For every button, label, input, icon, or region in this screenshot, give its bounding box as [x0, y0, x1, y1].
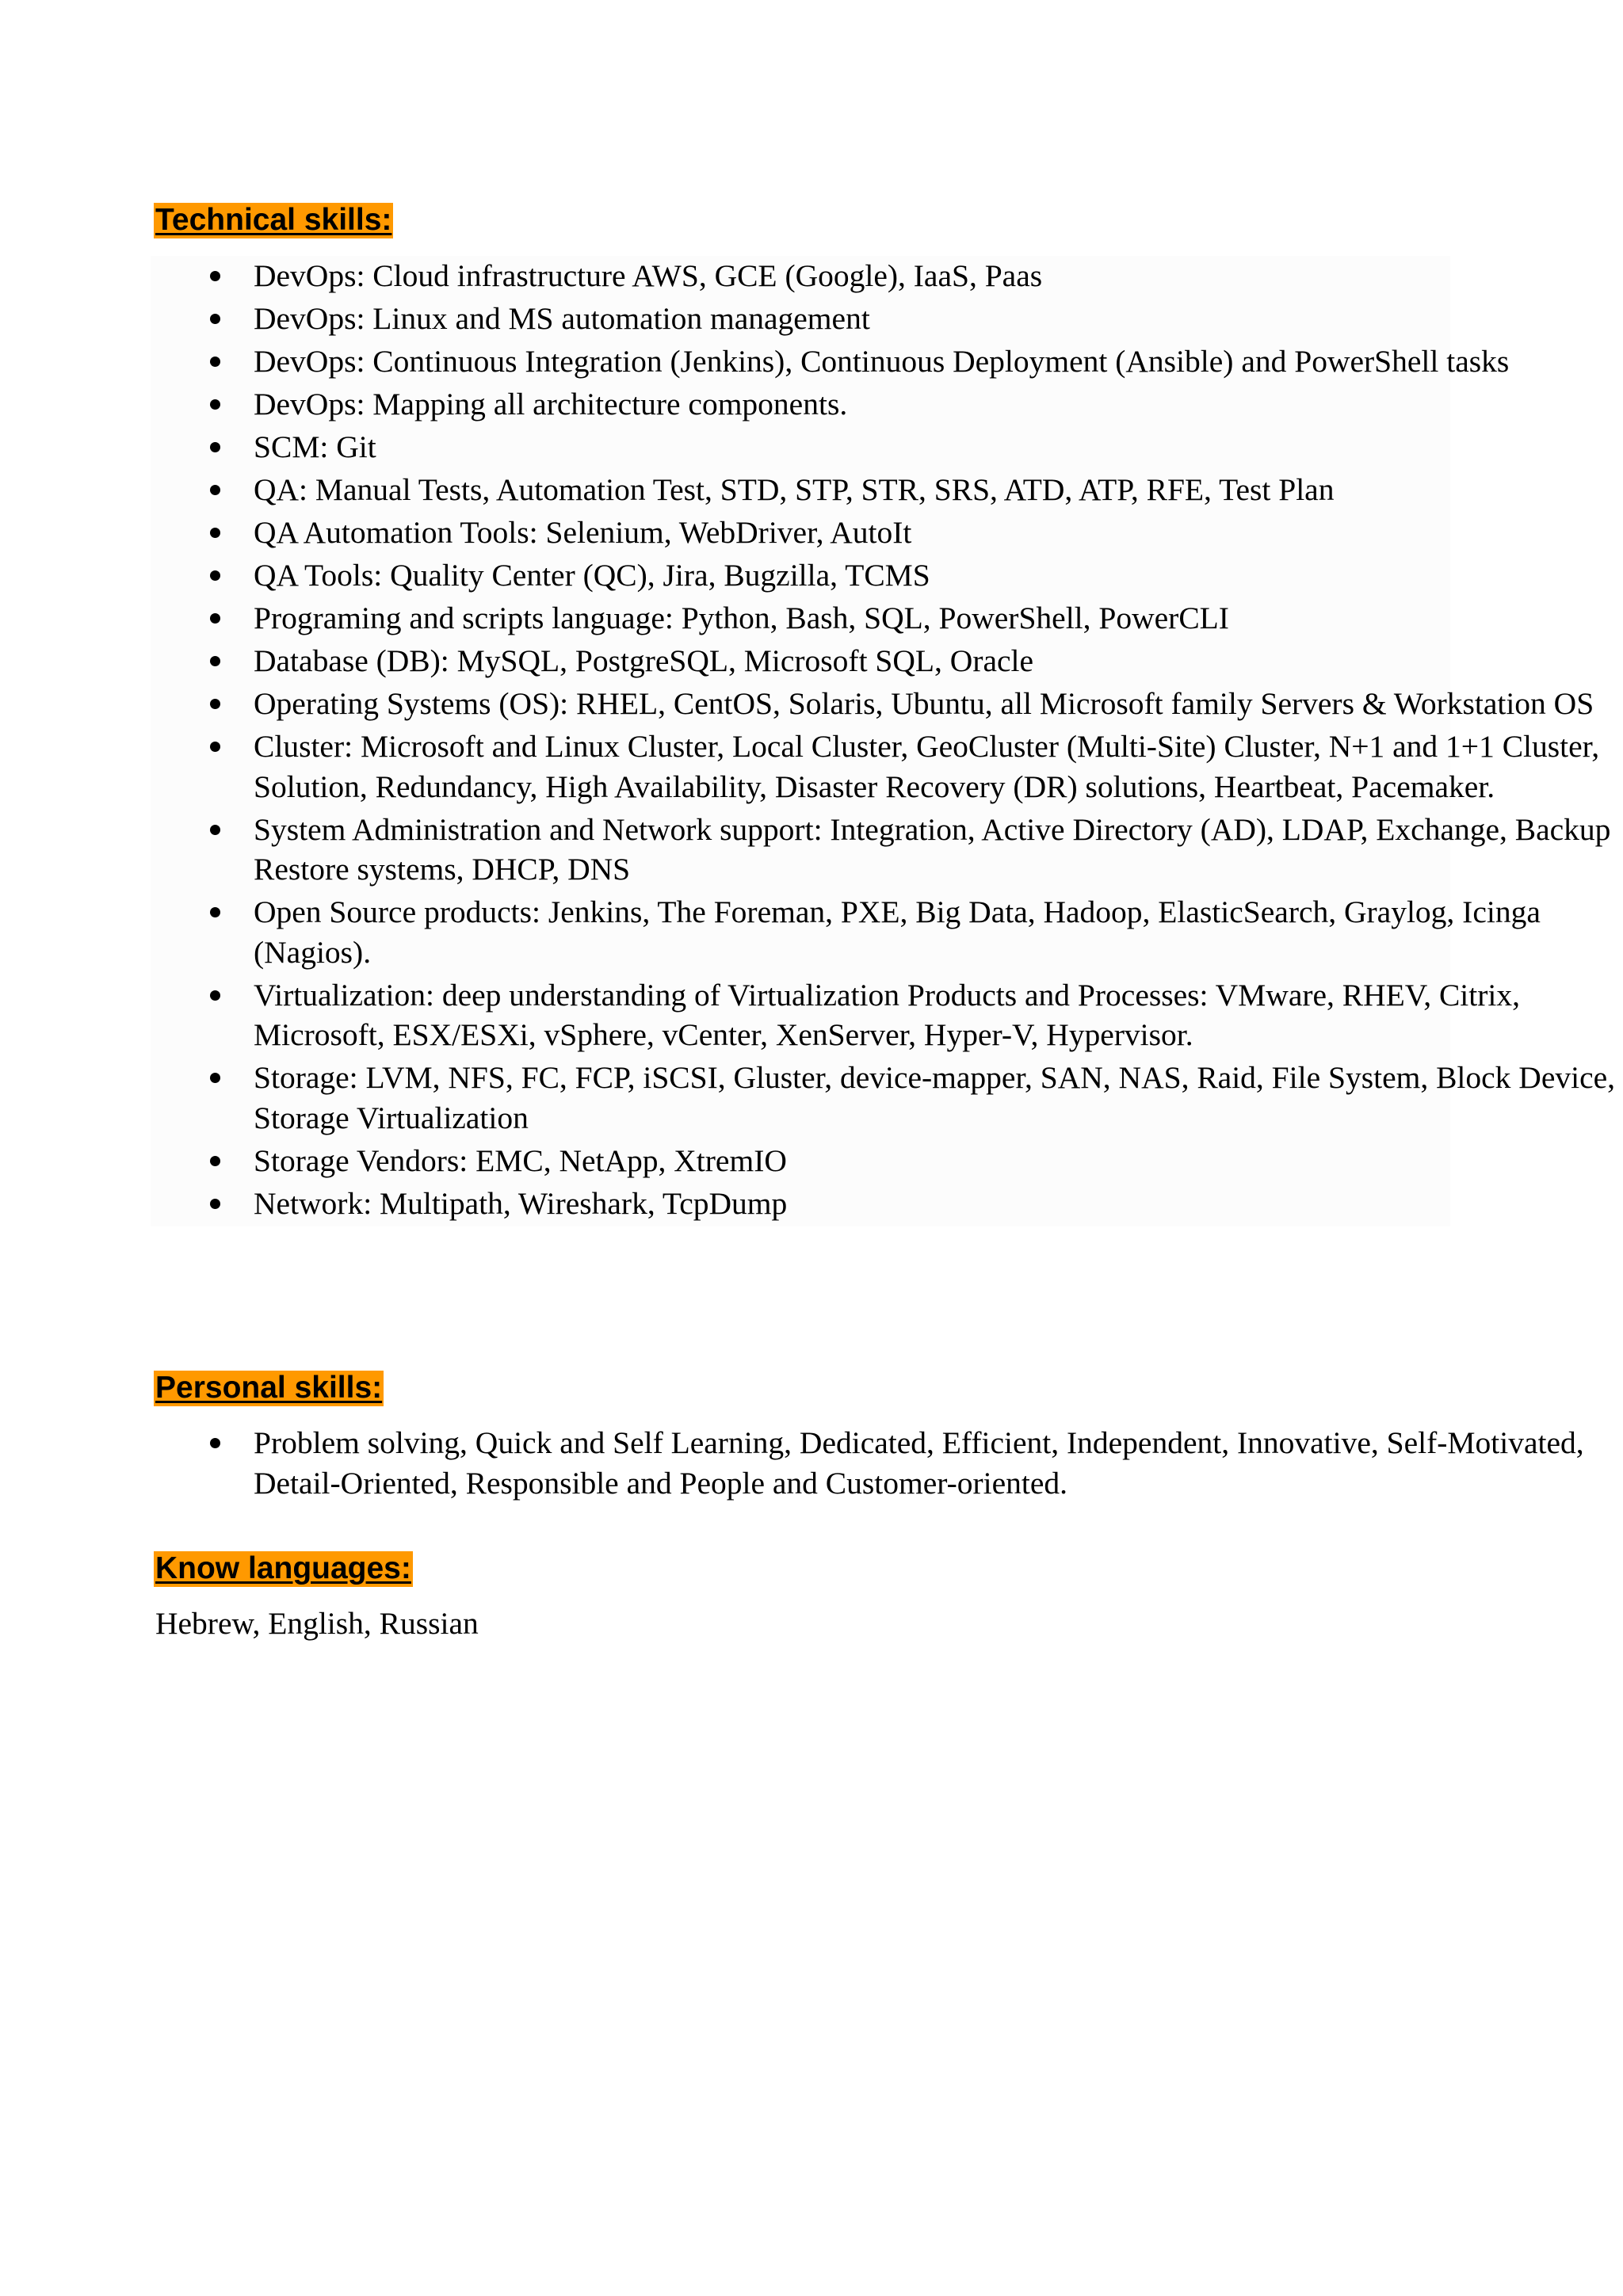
bullet-icon: [210, 271, 220, 281]
languages-heading: [154, 1549, 413, 1589]
technical-skills-list: [151, 256, 1616, 1223]
bullet-icon: [210, 485, 220, 495]
languages-heading-text: Know languages:: [155, 1551, 411, 1585]
technical-skill-item-text: Operating Systems (OS): RHEL, CentOS, Solaris, Ubuntu, all Microsoft family Servers & Workstation OS: [254, 686, 1594, 721]
bullet-icon: [210, 613, 220, 624]
technical-skill-item-text: SCM: Git: [254, 429, 376, 464]
technical-skill-item-text: DevOps: Mapping all architecture components.: [254, 387, 848, 421]
bullet-icon: [210, 528, 220, 538]
bullet-icon: [210, 399, 220, 410]
technical-skill-item: [151, 975, 1617, 1055]
technical-skill-item-text: QA Automation Tools: Selenium, WebDriver, AutoIt: [254, 515, 912, 550]
personal-skills-heading-text: Personal skills:: [155, 1371, 383, 1405]
bullet-icon: [210, 742, 220, 752]
technical-skill-item-text: DevOps: Continuous Integration (Jenkins), Continuous Deployment (Ansible) and PowerShell tasks: [254, 344, 1510, 379]
technical-skill-item-text: Network: Multipath, Wireshark, TcpDump: [254, 1185, 788, 1221]
technical-skills-block: [151, 256, 1616, 1226]
technical-skill-item: [151, 299, 1617, 339]
technical-skill-item: [151, 470, 1617, 510]
technical-skill-item: [151, 810, 1617, 890]
bullet-icon: [210, 699, 220, 709]
technical-skill-item-text: Open Source products: Jenkins, The Foreman, PXE, Big Data, Hadoop, ElasticSearch, Graylog, Icinga (Nagios).: [254, 894, 1541, 970]
bullet-icon: [210, 1156, 220, 1166]
technical-skill-item-text: DevOps: Cloud infrastructure AWS, GCE (Google), IaaS, Paas: [254, 258, 1043, 293]
bullet-icon: [210, 314, 220, 324]
bullet-icon: [210, 907, 220, 917]
technical-skill-item: [151, 684, 1617, 724]
personal-skills-list: [151, 1423, 1584, 1503]
technical-skill-item: [151, 427, 1617, 467]
personal-skill-item-text: Problem solving, Quick and Self Learning, Dedicated, Efficient, Independent, Innovative, Self-Motivated, Detail-Oriented, Responsible and People and Customer-oriented.: [254, 1425, 1584, 1501]
bullet-icon: [210, 1199, 220, 1209]
bullet-icon: [210, 1438, 220, 1448]
technical-skill-item: [151, 598, 1617, 639]
technical-skill-item-text: QA Tools: Quality Center (QC), Jira, Bugzilla, TCMS: [254, 558, 930, 593]
languages-text: Hebrew, English, Russian: [155, 1606, 479, 1641]
technical-skill-item-text: Storage Vendors: EMC, NetApp, XtremIO: [254, 1142, 787, 1178]
technical-skill-item-text: QA: Manual Tests, Automation Test, STD, STP, STR, SRS, ATD, ATP, RFE, Test Plan: [254, 472, 1335, 507]
bullet-icon: [210, 442, 220, 452]
technical-skill-item: [151, 1058, 1617, 1138]
technical-skills-heading: [154, 200, 393, 240]
technical-skill-item-text: Cluster: Microsoft and Linux Cluster, Local Cluster, GeoCluster (Multi-Site) Cluster, N+1 and 1+1 Cluster, Solution, Redundancy, High Availability, Disaster Recovery (DR) solutions, Heartbeat, Pacemaker.: [254, 729, 1600, 804]
technical-skill-item-text: Programing and scripts language: Python, Bash, SQL, PowerShell, PowerCLI: [254, 601, 1229, 635]
technical-skill-item: [151, 1141, 1617, 1181]
personal-skills-heading: [154, 1368, 384, 1408]
technical-skill-item: [151, 384, 1617, 425]
bullet-icon: [210, 1073, 220, 1083]
technical-skill-item: [151, 641, 1617, 681]
technical-skill-item: [151, 555, 1617, 596]
bullet-icon: [210, 990, 220, 1001]
technical-skill-item-text: Database (DB): MySQL, PostgreSQL, Microsoft SQL, Oracle: [254, 643, 1034, 678]
technical-skill-item-text: Virtualization: deep understanding of Virtualization Products and Processes: VMware, RHEV, Citrix, Microsoft, ESX/ESXi, vSphere, vCenter, XenServer, Hyper-V, Hypervisor.: [254, 977, 1521, 1052]
technical-skill-item: [151, 256, 1617, 296]
bullet-icon: [210, 656, 220, 666]
bullet-icon: [210, 357, 220, 367]
technical-skill-item: [151, 727, 1617, 807]
technical-skill-item: [151, 892, 1617, 972]
technical-skill-item-text: Storage: LVM, NFS, FC, FCP, iSCSI, Gluster, device-mapper, SAN, NAS, Raid, File System, Block Device, Storage Virtualization: [254, 1060, 1616, 1135]
technical-skill-item: [151, 341, 1617, 382]
bullet-icon: [210, 570, 220, 581]
personal-skills-block: [151, 1423, 1584, 1506]
technical-skill-item: [151, 1184, 1617, 1224]
technical-skills-heading-text: Technical skills:: [155, 203, 392, 237]
technical-skill-item-text: DevOps: Linux and MS automation management: [254, 301, 870, 336]
technical-skill-item: [151, 513, 1617, 553]
technical-skill-item-text: System Administration and Network support: Integration, Active Directory (AD), LDAP, Exchange, Backup Restore systems, DHCP, DNS: [254, 811, 1611, 887]
bullet-icon: [210, 825, 220, 835]
personal-skill-item: [151, 1423, 1617, 1503]
